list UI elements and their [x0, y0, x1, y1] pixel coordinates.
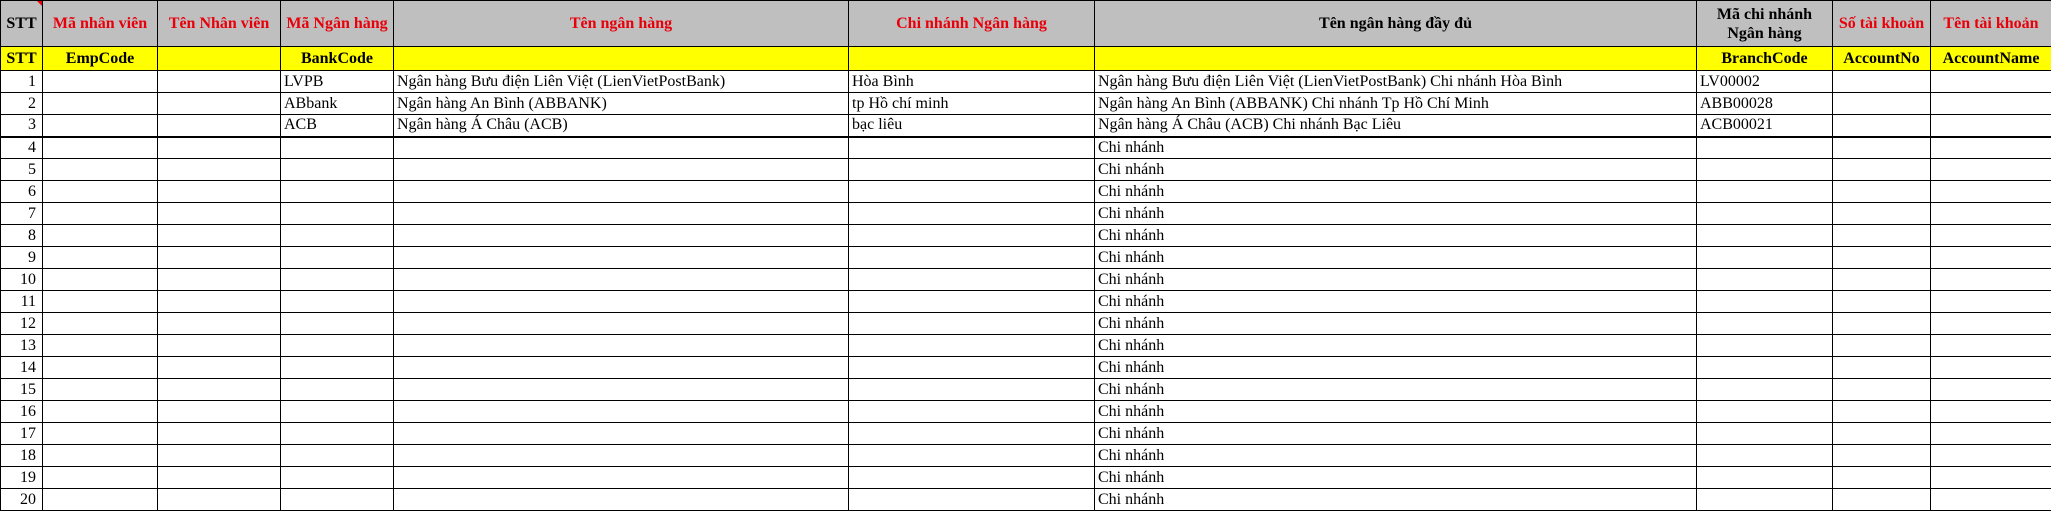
code-stt[interactable]: STT [1, 47, 43, 71]
table-row [1, 489, 2051, 511]
cell-branch-name[interactable]: tp Hồ chí minh [849, 93, 1095, 115]
cell-bank-code[interactable] [281, 225, 394, 247]
cell-bank-code[interactable] [281, 401, 394, 423]
cell-account-no[interactable] [1833, 93, 1931, 115]
cell-stt[interactable]: 11 [1, 291, 43, 313]
cell-account-no[interactable] [1833, 335, 1931, 357]
comment-indicator-icon [37, 1, 43, 9]
cell-account-name[interactable] [1931, 181, 2051, 203]
cell-bank-name[interactable]: Ngân hàng Bưu điện Liên Việt (LienVietPostBank) [394, 71, 849, 93]
cell-branch-name[interactable] [849, 291, 1095, 313]
code-bank-full-name[interactable] [1095, 47, 1697, 71]
cell-branch-code[interactable] [1697, 313, 1833, 335]
cell-bank-full-name[interactable]: Chi nhánh [1095, 159, 1697, 181]
cell-account-name[interactable] [1931, 115, 2051, 137]
cell-emp-name[interactable] [158, 115, 281, 137]
cell-bank-full-name[interactable]: Chi nhánh [1095, 313, 1697, 335]
cell-bank-name[interactable] [394, 247, 849, 269]
cell-bank-full-name[interactable]: Chi nhánh [1095, 467, 1697, 489]
cell-bank-full-name[interactable]: Chi nhánh [1095, 225, 1697, 247]
cell-bank-code[interactable] [281, 269, 394, 291]
cell-bank-name[interactable] [394, 357, 849, 379]
cell-bank-name[interactable]: Ngân hàng An Bình (ABBANK) [394, 93, 849, 115]
cell-emp-code[interactable] [43, 335, 158, 357]
cell-branch-name[interactable] [849, 137, 1095, 159]
cell-branch-name[interactable] [849, 489, 1095, 511]
table-row [1, 203, 2051, 225]
cell-emp-name[interactable] [158, 247, 281, 269]
cell-branch-code[interactable] [1697, 357, 1833, 379]
table-row [1, 137, 2051, 159]
cell-emp-name[interactable] [158, 379, 281, 401]
cell-branch-code[interactable] [1697, 159, 1833, 181]
cell-bank-full-name[interactable]: Chi nhánh [1095, 291, 1697, 313]
cell-bank-name[interactable] [394, 467, 849, 489]
cell-stt[interactable]: 14 [1, 357, 43, 379]
cell-bank-code[interactable] [281, 137, 394, 159]
cell-stt[interactable]: 1 [1, 71, 43, 93]
cell-branch-code[interactable]: ABB00028 [1697, 93, 1833, 115]
code-bank-name[interactable] [394, 47, 849, 71]
cell-branch-code[interactable] [1697, 423, 1833, 445]
cell-emp-code[interactable] [43, 115, 158, 137]
cell-branch-code[interactable] [1697, 203, 1833, 225]
cell-emp-name[interactable] [158, 467, 281, 489]
cell-bank-code[interactable] [281, 357, 394, 379]
cell-bank-full-name[interactable]: Chi nhánh [1095, 357, 1697, 379]
cell-branch-name[interactable] [849, 423, 1095, 445]
cell-emp-code[interactable] [43, 489, 158, 511]
header-stt[interactable]: STT [1, 1, 43, 47]
cell-bank-full-name[interactable]: Chi nhánh [1095, 445, 1697, 467]
cell-bank-name[interactable] [394, 445, 849, 467]
cell-bank-code[interactable] [281, 203, 394, 225]
cell-account-name[interactable] [1931, 203, 2051, 225]
cell-branch-code[interactable] [1697, 489, 1833, 511]
cell-bank-name[interactable] [394, 269, 849, 291]
cell-account-no[interactable] [1833, 247, 1931, 269]
cell-branch-code[interactable] [1697, 137, 1833, 159]
cell-account-no[interactable] [1833, 159, 1931, 181]
cell-bank-code[interactable]: ABbank [281, 93, 394, 115]
cell-emp-code[interactable] [43, 445, 158, 467]
cell-emp-code[interactable] [43, 269, 158, 291]
cell-bank-name[interactable] [394, 137, 849, 159]
header-bank-full-name[interactable]: Tên ngân hàng đầy đủ [1095, 1, 1697, 47]
cell-branch-code[interactable] [1697, 445, 1833, 467]
cell-emp-name[interactable] [158, 159, 281, 181]
cell-emp-code[interactable] [43, 357, 158, 379]
cell-branch-name[interactable] [849, 357, 1095, 379]
cell-stt[interactable]: 2 [1, 93, 43, 115]
cell-bank-full-name[interactable]: Ngân hàng An Bình (ABBANK) Chi nhánh Tp Hồ Chí Minh [1095, 93, 1697, 115]
cell-account-no[interactable] [1833, 401, 1931, 423]
cell-branch-code[interactable] [1697, 467, 1833, 489]
table-row [1, 291, 2051, 313]
cell-emp-name[interactable] [158, 313, 281, 335]
cell-stt[interactable]: 19 [1, 467, 43, 489]
cell-emp-name[interactable] [158, 489, 281, 511]
cell-emp-code[interactable] [43, 159, 158, 181]
header-account-name[interactable]: Tên tài khoản [1931, 1, 2051, 47]
cell-bank-code[interactable]: LVPB [281, 71, 394, 93]
cell-bank-name[interactable] [394, 401, 849, 423]
cell-emp-name[interactable] [158, 291, 281, 313]
cell-stt[interactable]: 3 [1, 115, 43, 137]
cell-branch-code[interactable] [1697, 247, 1833, 269]
cell-bank-name[interactable] [394, 335, 849, 357]
header-account-no[interactable]: Số tài khoản [1833, 1, 1931, 47]
table-row [1, 313, 2051, 335]
cell-emp-code[interactable] [43, 71, 158, 93]
cell-account-name[interactable] [1931, 357, 2051, 379]
cell-account-no[interactable] [1833, 203, 1931, 225]
code-branch-code[interactable]: BranchCode [1697, 47, 1833, 71]
cell-stt[interactable]: 20 [1, 489, 43, 511]
code-bank-code[interactable]: BankCode [281, 47, 394, 71]
cell-bank-code[interactable] [281, 313, 394, 335]
cell-account-name[interactable] [1931, 401, 2051, 423]
cell-account-name[interactable] [1931, 467, 2051, 489]
table-row [1, 335, 2051, 357]
cell-account-no[interactable] [1833, 423, 1931, 445]
cell-account-name[interactable] [1931, 445, 2051, 467]
cell-emp-name[interactable] [158, 71, 281, 93]
cell-emp-code[interactable] [43, 93, 158, 115]
cell-emp-code[interactable] [43, 423, 158, 445]
cell-stt[interactable]: 12 [1, 313, 43, 335]
cell-bank-code[interactable]: ACB [281, 115, 394, 137]
table-row [1, 357, 2051, 379]
table-row [1, 71, 2051, 93]
cell-emp-name[interactable] [158, 401, 281, 423]
table-row [1, 445, 2051, 467]
cell-bank-name[interactable] [394, 489, 849, 511]
cell-bank-name[interactable] [394, 313, 849, 335]
cell-account-name[interactable] [1931, 291, 2051, 313]
cell-stt[interactable]: 8 [1, 225, 43, 247]
cell-emp-name[interactable] [158, 181, 281, 203]
cell-bank-name[interactable]: Ngân hàng Á Châu (ACB) [394, 115, 849, 137]
cell-account-no[interactable] [1833, 489, 1931, 511]
cell-account-name[interactable] [1931, 159, 2051, 181]
code-branch-name[interactable] [849, 47, 1095, 71]
cell-branch-name[interactable] [849, 159, 1095, 181]
table-row [1, 181, 2051, 203]
cell-branch-name[interactable]: Hòa Bình [849, 71, 1095, 93]
cell-emp-name[interactable] [158, 357, 281, 379]
cell-bank-name[interactable] [394, 159, 849, 181]
cell-bank-code[interactable] [281, 159, 394, 181]
cell-emp-name[interactable] [158, 137, 281, 159]
cell-branch-name[interactable] [849, 313, 1095, 335]
cell-bank-full-name[interactable]: Chi nhánh [1095, 335, 1697, 357]
cell-account-name[interactable] [1931, 335, 2051, 357]
header-row [1, 1, 2051, 47]
cell-bank-full-name[interactable]: Chi nhánh [1095, 269, 1697, 291]
cell-stt[interactable]: 10 [1, 269, 43, 291]
cell-branch-code[interactable] [1697, 335, 1833, 357]
cell-branch-name[interactable]: bạc liêu [849, 115, 1095, 137]
cell-bank-name[interactable] [394, 203, 849, 225]
cell-branch-code[interactable] [1697, 181, 1833, 203]
cell-account-no[interactable] [1833, 445, 1931, 467]
cell-emp-name[interactable] [158, 269, 281, 291]
cell-emp-code[interactable] [43, 467, 158, 489]
cell-emp-name[interactable] [158, 335, 281, 357]
cell-bank-full-name[interactable]: Chi nhánh [1095, 401, 1697, 423]
cell-account-no[interactable] [1833, 467, 1931, 489]
cell-account-name[interactable] [1931, 71, 2051, 93]
cell-bank-code[interactable] [281, 423, 394, 445]
header-bank-name[interactable]: Tên ngân hàng [394, 1, 849, 47]
table-row [1, 247, 2051, 269]
cell-bank-full-name[interactable]: Ngân hàng Bưu điện Liên Việt (LienVietPostBank) Chi nhánh Hòa Bình [1095, 71, 1697, 93]
cell-bank-code[interactable] [281, 291, 394, 313]
cell-emp-code[interactable] [43, 137, 158, 159]
cell-account-name[interactable] [1931, 137, 2051, 159]
cell-bank-full-name[interactable]: Chi nhánh [1095, 203, 1697, 225]
cell-bank-name[interactable] [394, 181, 849, 203]
cell-account-name[interactable] [1931, 313, 2051, 335]
cell-branch-code[interactable] [1697, 379, 1833, 401]
cell-bank-full-name[interactable]: Chi nhánh [1095, 247, 1697, 269]
code-emp-code[interactable]: EmpCode [43, 47, 158, 71]
cell-account-no[interactable] [1833, 71, 1931, 93]
cell-bank-full-name[interactable]: Chi nhánh [1095, 181, 1697, 203]
cell-bank-full-name[interactable]: Ngân hàng Á Châu (ACB) Chi nhánh Bạc Liêu [1095, 115, 1697, 137]
table-row [1, 423, 2051, 445]
table-row [1, 115, 2051, 137]
cell-branch-code[interactable]: LV00002 [1697, 71, 1833, 93]
cell-stt[interactable]: 6 [1, 181, 43, 203]
cell-branch-name[interactable] [849, 181, 1095, 203]
cell-branch-name[interactable] [849, 247, 1095, 269]
cell-stt[interactable]: 18 [1, 445, 43, 467]
cell-branch-name[interactable] [849, 445, 1095, 467]
cell-account-name[interactable] [1931, 489, 2051, 511]
cell-account-no[interactable] [1833, 379, 1931, 401]
code-account-no[interactable]: AccountNo [1833, 47, 1931, 71]
cell-bank-name[interactable] [394, 379, 849, 401]
header-branch-code[interactable]: Mã chi nhánh Ngân hàng [1697, 1, 1833, 47]
cell-emp-code[interactable] [43, 379, 158, 401]
cell-bank-code[interactable] [281, 247, 394, 269]
cell-branch-name[interactable] [849, 379, 1095, 401]
cell-account-name[interactable] [1931, 423, 2051, 445]
cell-branch-name[interactable] [849, 335, 1095, 357]
cell-branch-name[interactable] [849, 269, 1095, 291]
table-row [1, 269, 2051, 291]
cell-emp-code[interactable] [43, 291, 158, 313]
header-emp-name[interactable]: Tên Nhân viên [158, 1, 281, 47]
cell-bank-full-name[interactable]: Chi nhánh [1095, 489, 1697, 511]
header-branch-name[interactable]: Chi nhánh Ngân hàng [849, 1, 1095, 47]
cell-bank-full-name[interactable]: Chi nhánh [1095, 379, 1697, 401]
cell-account-name[interactable] [1931, 247, 2051, 269]
cell-branch-name[interactable] [849, 225, 1095, 247]
field-code-row [1, 47, 2051, 71]
cell-stt[interactable]: 9 [1, 247, 43, 269]
cell-bank-code[interactable] [281, 335, 394, 357]
cell-branch-name[interactable] [849, 203, 1095, 225]
cell-emp-name[interactable] [158, 445, 281, 467]
cell-bank-code[interactable] [281, 445, 394, 467]
cell-account-no[interactable] [1833, 137, 1931, 159]
cell-account-no[interactable] [1833, 313, 1931, 335]
cell-bank-name[interactable] [394, 423, 849, 445]
cell-account-name[interactable] [1931, 93, 2051, 115]
table-row [1, 379, 2051, 401]
cell-stt[interactable]: 7 [1, 203, 43, 225]
cell-emp-name[interactable] [158, 225, 281, 247]
cell-bank-code[interactable] [281, 181, 394, 203]
cell-branch-code[interactable] [1697, 291, 1833, 313]
cell-stt[interactable]: 16 [1, 401, 43, 423]
cell-emp-name[interactable] [158, 203, 281, 225]
table-row [1, 401, 2051, 423]
cell-account-no[interactable] [1833, 225, 1931, 247]
code-emp-name[interactable] [158, 47, 281, 71]
cell-emp-name[interactable] [158, 423, 281, 445]
cell-account-no[interactable] [1833, 291, 1931, 313]
cell-emp-code[interactable] [43, 313, 158, 335]
cell-stt[interactable]: 17 [1, 423, 43, 445]
cell-emp-code[interactable] [43, 401, 158, 423]
cell-stt[interactable]: 5 [1, 159, 43, 181]
cell-stt[interactable]: 13 [1, 335, 43, 357]
cell-emp-code[interactable] [43, 203, 158, 225]
cell-emp-code[interactable] [43, 247, 158, 269]
cell-branch-code[interactable]: ACB00021 [1697, 115, 1833, 137]
cell-bank-full-name[interactable]: Chi nhánh [1095, 137, 1697, 159]
cell-account-no[interactable] [1833, 181, 1931, 203]
cell-account-name[interactable] [1931, 379, 2051, 401]
cell-branch-name[interactable] [849, 467, 1095, 489]
cell-bank-name[interactable] [394, 225, 849, 247]
cell-account-no[interactable] [1833, 115, 1931, 137]
table-row [1, 159, 2051, 181]
cell-branch-code[interactable] [1697, 401, 1833, 423]
cell-account-no[interactable] [1833, 357, 1931, 379]
cell-account-name[interactable] [1931, 269, 2051, 291]
header-emp-code[interactable]: Mã nhân viên [43, 1, 158, 47]
cell-branch-code[interactable] [1697, 225, 1833, 247]
code-account-name[interactable]: AccountName [1931, 47, 2051, 71]
cell-bank-full-name[interactable]: Chi nhánh [1095, 423, 1697, 445]
cell-bank-code[interactable] [281, 489, 394, 511]
cell-stt[interactable]: 15 [1, 379, 43, 401]
cell-stt[interactable]: 4 [1, 137, 43, 159]
header-bank-code[interactable]: Mã Ngân hàng [281, 1, 394, 47]
cell-emp-code[interactable] [43, 225, 158, 247]
cell-bank-name[interactable] [394, 291, 849, 313]
cell-branch-name[interactable] [849, 401, 1095, 423]
cell-account-no[interactable] [1833, 269, 1931, 291]
cell-account-name[interactable] [1931, 225, 2051, 247]
cell-bank-code[interactable] [281, 379, 394, 401]
cell-bank-code[interactable] [281, 467, 394, 489]
cell-emp-name[interactable] [158, 93, 281, 115]
table-row [1, 225, 2051, 247]
cell-emp-code[interactable] [43, 181, 158, 203]
cell-branch-code[interactable] [1697, 269, 1833, 291]
table-row [1, 93, 2051, 115]
table-row [1, 467, 2051, 489]
